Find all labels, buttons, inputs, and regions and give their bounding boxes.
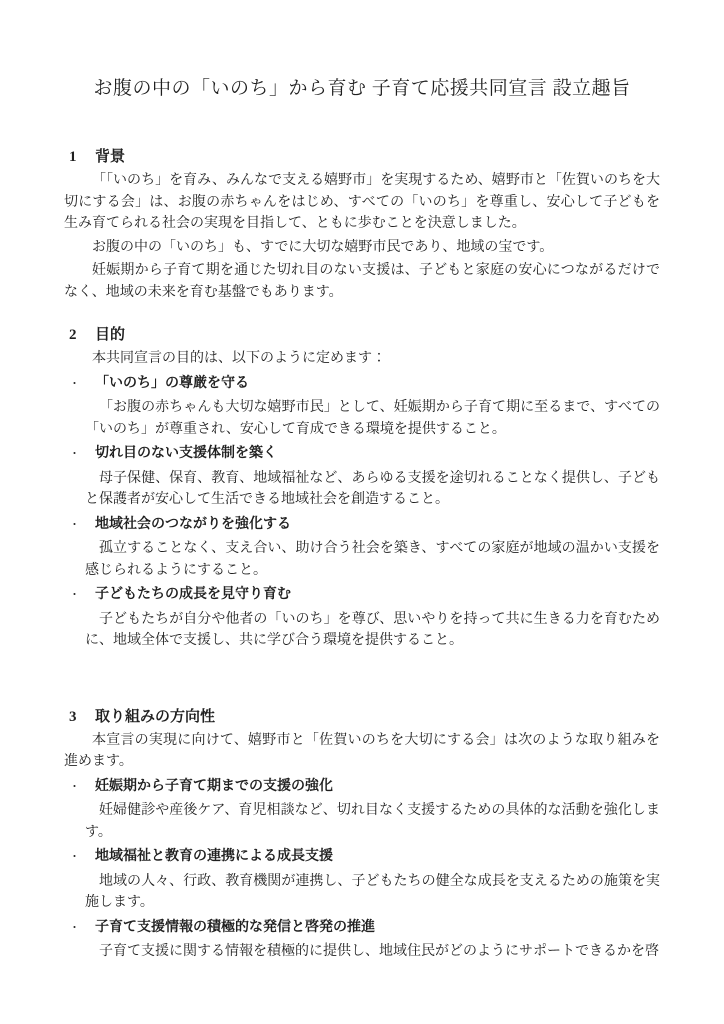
- section-number: 3: [69, 708, 77, 725]
- bullet-item-heading: [69, 916, 660, 940]
- paragraph: 妊娠期から子育て期を通じた切れ目のない支援は、子どもと家庭の安心につながるだけでなく、地域の未来を育む基盤でもあります。: [64, 263, 660, 300]
- section-number: 1: [69, 149, 77, 165]
- bullet-item-heading: [69, 372, 660, 396]
- bullet-marker-icon: ・: [69, 377, 80, 390]
- bullet-title: 子育て支援情報の積極的な発信と啓発の推進: [95, 917, 375, 934]
- bullet-body: 妊婦健診や産後ケア、育児相談など、切れ目なく支援するための具体的な活動を強化します。: [85, 803, 660, 840]
- bullet-marker-icon: ・: [69, 851, 80, 863]
- section-heading-initiatives: [69, 706, 660, 728]
- bullet-title: 地域福祉と教育の連携による成長支援: [95, 847, 333, 863]
- bullet-body: 地域の人々、行政、教育機関が連携し、子どもたちの健全な成長を支えるための施策を実施します。: [85, 873, 660, 910]
- bullet-item-heading: [69, 845, 660, 869]
- bullet-marker-icon: ・: [69, 780, 80, 793]
- section-purpose: [64, 324, 660, 652]
- bullet-marker-icon: ・: [69, 448, 80, 460]
- bullet-item-heading: [69, 442, 660, 466]
- bullet-body: 子どもたちが自分や他者の「いのち」を尊び、思いやりを持って共に生きる力を育むために、地域全体で支援し、共に学び合う環境を提供すること。: [85, 611, 660, 648]
- section-label: 取り組みの方向性: [95, 707, 216, 725]
- section-background: [64, 146, 660, 303]
- section-number: 2: [69, 327, 77, 343]
- section-heading-purpose: [69, 324, 660, 346]
- section-initiatives: [64, 706, 660, 963]
- bullet-marker-icon: ・: [69, 921, 80, 934]
- bullet-marker-icon: ・: [69, 518, 80, 531]
- bullet-title: 「いのち」の尊厳を守る: [95, 373, 249, 390]
- bullet-title: 子どもたちの成長を見守り育む: [95, 585, 291, 601]
- bullet-body: 子育て支援に関する情報を積極的に提供し、地域住民がどのようにサポートできるかを啓: [99, 944, 659, 959]
- paragraph: お腹の中の「いのち」も、すでに大切な嬉野市民であり、地域の宝です。: [92, 239, 554, 255]
- section-intro: 本宣言の実現に向けて、嬉野市と「佐賀いのちを大切にする会」は次のような取り組みを進めます。: [64, 732, 660, 769]
- bullet-body: 孤立することなく、支え合い、助け合う社会を築き、すべての家庭が地域の温かい支援を感じられるようにすること。: [85, 541, 660, 578]
- bullet-marker-icon: ・: [69, 589, 80, 601]
- bullet-title: 妊娠期から子育て期までの支援の強化: [95, 776, 333, 793]
- bullet-item-heading: [69, 775, 660, 799]
- section-label: 背景: [95, 148, 126, 165]
- section-label: 目的: [95, 326, 126, 343]
- bullet-title: 地域社会のつながりを強化する: [95, 514, 291, 531]
- bullet-body: 母子保健、保育、教育、地域福祉など、あらゆる支援を途切れることなく提供し、子どもと保護者が安心して生活できる地域社会を創造すること。: [85, 470, 660, 507]
- bullet-body: 「お腹の赤ちゃんも大切な嬉野市民」として、妊娠期から子育て期に至るまで、すべての「いのち」が尊重され、安心して育成できる環境を提供すること。: [85, 400, 660, 437]
- bullet-item-heading: [69, 513, 660, 537]
- section-heading-background: [69, 146, 660, 168]
- document-title: お腹の中の「いのち」から育む 子育て応援共同宣言 設立趣旨: [93, 78, 631, 99]
- bullet-title: 切れ目のない支援体制を築く: [95, 444, 277, 460]
- paragraph: 「「いのち」を育み、みんなで支える嬉野市」を実現するため、嬉野市と「佐賀いのちを大切にする会」は、お腹の赤ちゃんをはじめ、すべての「いのち」を尊重し、安心して子どもを生み育てられる社会の実現を目指して、ともに歩むことを決意しました。: [64, 173, 660, 231]
- section-intro: 本共同宣言の目的は、以下のように定めます：: [92, 351, 386, 366]
- bullet-item-heading: [69, 583, 660, 607]
